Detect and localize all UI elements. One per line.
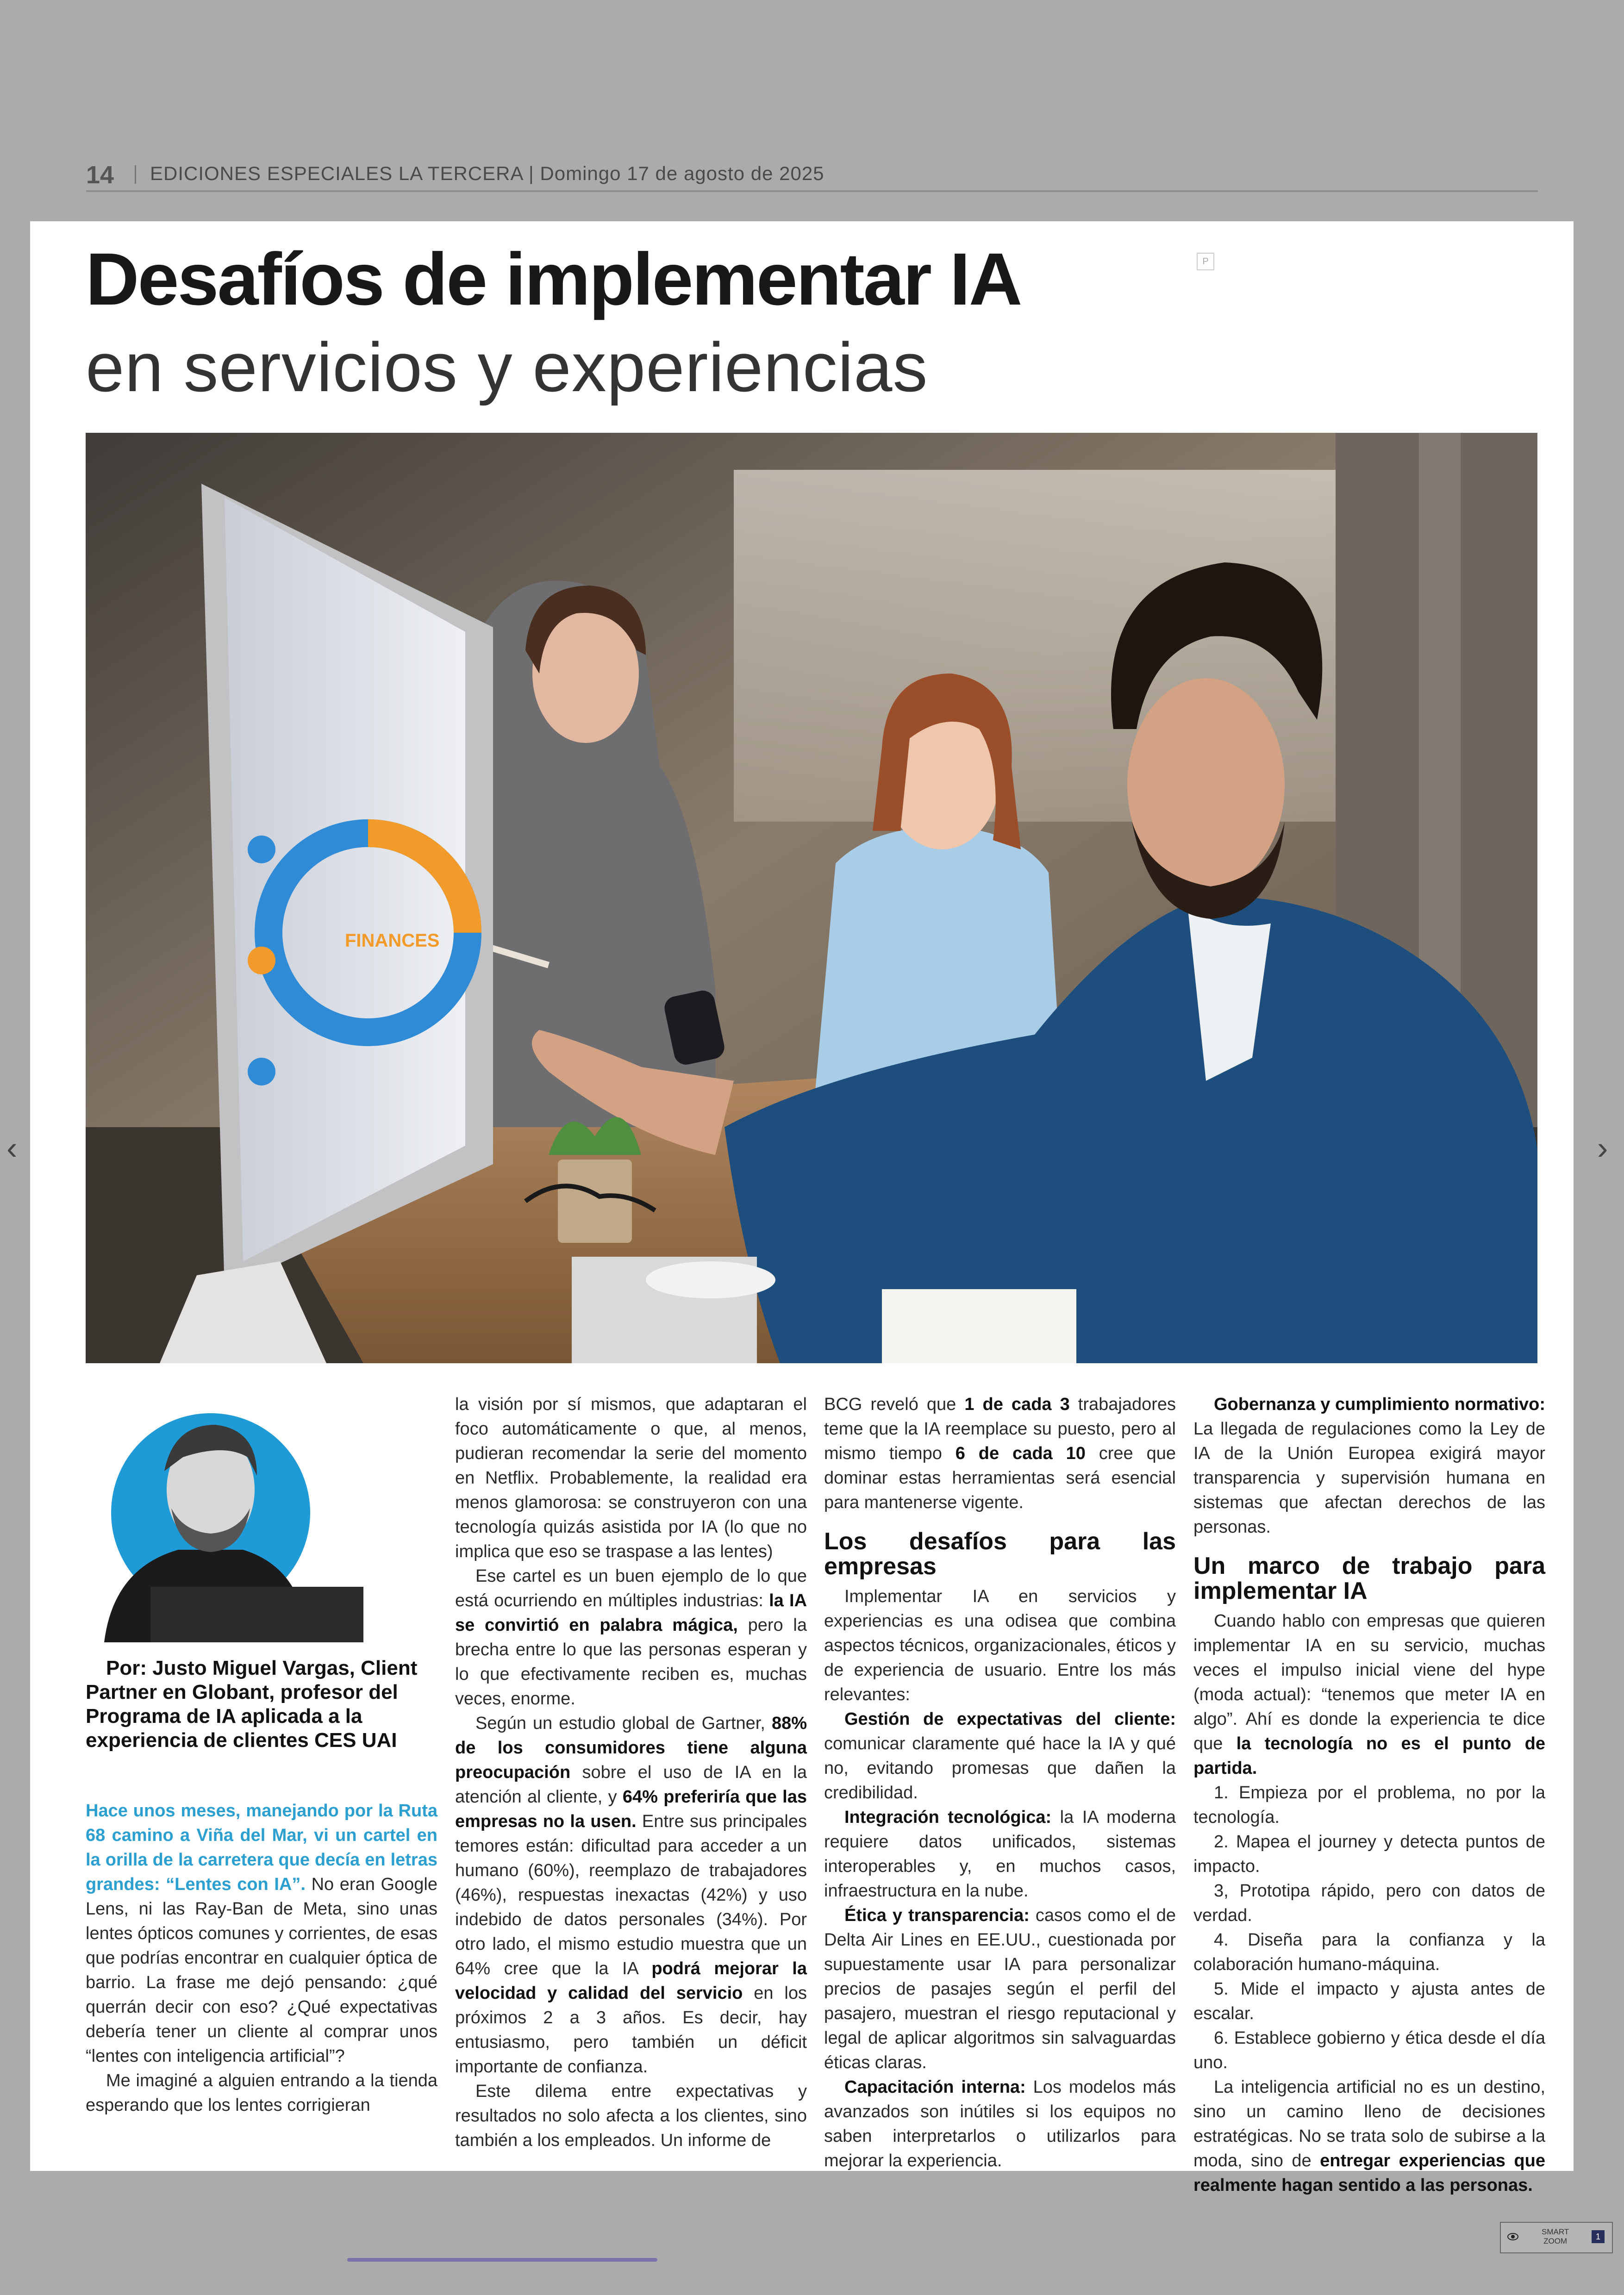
ad-marker-icon: P [1197, 253, 1214, 270]
previous-page-arrow[interactable]: ‹ [6, 1130, 18, 1166]
body-paragraph: Este dilema entre expectativas y resultados no solo afecta a los clientes, sino también a los empleados. Un informe de [455, 2082, 807, 2150]
smart-zoom-label: SMART ZOOM [1542, 2227, 1569, 2245]
page-header [86, 160, 1538, 187]
photo-screen-label: FINANCES [345, 930, 440, 951]
zoom-level-badge: 1 [1592, 2230, 1605, 2243]
header-rule [86, 190, 1538, 192]
publication-line: EDICIONES ESPECIALES LA TERCERA | Domingo 17 de agosto de 2025 [150, 162, 824, 184]
body-paragraph: Integración tecnológica: la IA moderna requiere datos unificados, sistemas interoperables y, en muchos casos, infraestructura en la nube. [824, 1808, 1176, 1901]
column-4 [1193, 1392, 1545, 2198]
article-title: Desafíos de implementar IA [86, 237, 1021, 320]
body-paragraph: Implementar IA en servicios y experiencias es una odisea que combina aspectos técnicos, organizacionales, éticos y de experiencia de usuario. Entre los más relevantes: [824, 1587, 1176, 1704]
column-3 [824, 1392, 1176, 2173]
body-paragraph: Gestión de expectativas del cliente: comunicar claramente qué hace la IA y qué no, evitando promesas que dañen la credibilidad. [824, 1709, 1176, 1802]
list-item: 5. Mide el impacto y ajusta antes de escalar. [1193, 1979, 1545, 2023]
next-page-arrow[interactable]: › [1597, 1130, 1608, 1166]
body-paragraph: Según un estudio global de Gartner, 88% de los consumidores tiene alguna preocupación sobre el uso de IA en la atención al cliente, y 64% preferiría que las empresas no la usen. Entre sus principales temores están: dificultad para acceder a un humano (60%), reemplazo de trabajadores (46%), respuestas inexactas (42%) y uso indebido de datos personales (34%). Por otro lado, el mismo estudio muestra que un 64% cree que la IA podrá mejorar la velocidad y calidad del servicio en los próximos 2 a 3 años. Es decir, hay entusiasmo, pero también un déficit importante de confianza. [455, 1714, 807, 2077]
section-heading-marco: Un marco de trabajo para implementar IA [1193, 1553, 1545, 1604]
header-divider [135, 165, 136, 184]
section-heading-desafios: Los desafíos para las empresas [824, 1528, 1176, 1580]
page-number: 14 [86, 161, 114, 189]
newspaper-page [30, 221, 1574, 2195]
author-portrait [86, 1392, 373, 1642]
author-photo [86, 1392, 373, 1642]
list-item: 2. Mapea el journey y detecta puntos de impacto. [1193, 1832, 1545, 1876]
author-byline: Por: Justo Miguel Vargas, Client Partner en Globant, profesor del Programa de IA aplicada a la experiencia de clientes CES UAI [86, 1657, 418, 1752]
article-photo [86, 433, 1537, 1363]
body-paragraph: Me imaginé a alguien entrando a la tienda esperando que los lentes corrigieran [86, 2071, 437, 2115]
list-item: 4. Diseña para la confianza y la colaboración humano-máquina. [1193, 1930, 1545, 1974]
office-team-photo [86, 433, 1537, 1363]
list-item: 3, Prototipa rápido, pero con datos de verdad. [1193, 1881, 1545, 1925]
body-paragraph: Gobernanza y cumplimiento normativo: La llegada de regulaciones como la Ley de IA de la Unión Europea exigirá mayor transparencia y supervisión humana en sistemas que afectan derechos de las personas. [1193, 1395, 1545, 1537]
smart-zoom-button[interactable] [1500, 2222, 1613, 2253]
body-paragraph: La inteligencia artificial no es un destino, sino un camino lleno de decisiones estratégicas. No se trata solo de subirse a la moda, sino de entregar experiencias que realmente hagan sentido a las personas. [1193, 2077, 1545, 2195]
article-subtitle: en servicios y experiencias [86, 328, 928, 406]
body-paragraph: Capacitación interna: Los modelos más avanzados son inútiles si los equipos no saben interpretarlos o utilizarlos para mejorar la experiencia. [824, 2077, 1176, 2170]
column-1 [86, 1392, 437, 2118]
reading-progress-bar[interactable] [347, 2258, 657, 2262]
eye-icon [1507, 2231, 1518, 2242]
body-text: No eran Google Lens, ni las Ray-Ban de Meta, sino unas lentes ópticos comunes y corrientes, de esas que podrías encontrar en cualquier óptica de barrio. La frase me dejó pensando: ¿qué querrán decir con eso? ¿Qué expectativas debería tener un cliente al comprar unos “lentes con inteligencia artificial”? [86, 1875, 437, 2066]
body-paragraph: BCG reveló que 1 de cada 3 trabajadores teme que la IA reemplace su puesto, pero al mismo tiempo 6 de cada 10 cree que dominar estas herramientas será esencial para mantenerse vigente. [824, 1395, 1176, 1512]
body-paragraph: Ética y transparencia: casos como el de Delta Air Lines en EE.UU., cuestionada por supuestamente usar IA para personalizar precios de pasajes según el perfil del pasajero, muestran el riesgo reputacional y legal de aplicar algoritmos sin salvaguardas éticas claras. [824, 1906, 1176, 2072]
lead-paragraph: Hace unos meses, manejando por la Ruta 68 camino a Viña del Mar, vi un cartel en la orilla de la carretera que decía en letras grandes: “Lentes con IA”. [86, 1801, 437, 1894]
column-2 [455, 1392, 807, 2153]
body-paragraph: Ese cartel es un buen ejemplo de lo que está ocurriendo en múltiples industrias: la IA se convirtió en palabra mágica, pero la brecha entre lo que las personas esperan y lo que efectivamente reciben es, muchas veces, enorme. [455, 1566, 807, 1709]
list-item: 6. Establece gobierno y ética desde el día uno. [1193, 2028, 1545, 2072]
body-paragraph: la visión por sí mismos, que adaptaran el foco automáticamente o que, al menos, pudieran recomendar la serie del momento en Netflix. Probablemente, la realidad era menos glamorosa: se construyeron con una tecnología quizás asistida por IA (lo que no implica que eso se traspase a las lentes) [455, 1395, 807, 1561]
list-item: 1. Empieza por el problema, no por la tecnología. [1193, 1783, 1545, 1827]
body-paragraph: Cuando hablo con empresas que quieren implementar IA en su servicio, muchas veces el impulso inicial viene del hype (moda actual): “tenemos que meter IA en algo”. Ahí es donde la experiencia te dice que la tecnología no es el punto de partida. [1193, 1611, 1545, 1778]
